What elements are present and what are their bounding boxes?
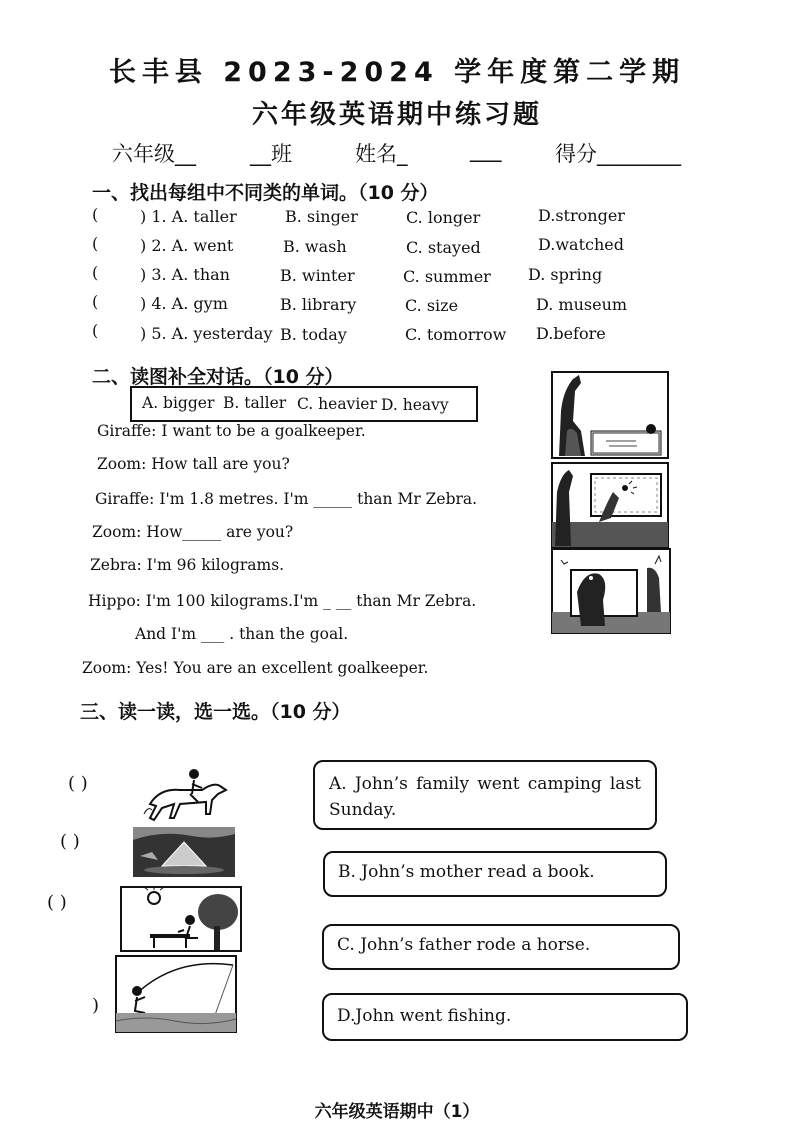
dialogue-line: Giraffe: I want to be a goalkeeper. [97,422,366,440]
dialogue-line: Hippo: I'm 100 kilograms.I'm _ __ than Mr Zebra. [88,592,477,610]
option-a: ) 4. A. gym [140,294,228,313]
word-option: A. bigger [142,394,215,412]
option-b: B. winter [280,266,355,285]
dialogue-line: Zoom: How_____ are you? [92,523,294,541]
exam-title: 长丰县 2023-2024 学年度第二学期 [108,57,686,88]
option-a: ) 2. A. went [140,236,234,255]
option-text-b: B. John’s mother read a book. [338,862,595,882]
answer-bracket: ) [92,995,100,1016]
option-box-c [322,924,680,970]
option-box-d [322,993,688,1041]
score-label: 得分________ [555,142,681,166]
answer-paren: ( [92,263,99,282]
option-text-a: A. John’s family went camping last Sunday. [329,774,641,820]
horse-riding-image [140,764,240,824]
option-c: C. size [405,296,459,315]
name-blank: ___ [470,138,502,162]
grade-label: 六年级__ [112,142,196,166]
fishing-image [115,955,237,1033]
dialogue-line: Zoom: How tall are you? [97,455,290,473]
option-a: ) 5. A. yesterday [140,324,273,343]
answer-paren: ( [92,234,99,253]
option-d: D. spring [528,265,603,284]
section2-heading: 二、读图补全对话。（10 分） [92,366,344,388]
answer-bracket: ( ) [60,831,80,852]
word-option: D. heavy [381,396,449,414]
option-c: C. summer [403,267,491,286]
dialogue-line: Zoom: Yes! You are an excellent goalkeeper. [82,659,429,677]
answer-paren: ( [92,292,99,311]
option-box-b [323,851,667,897]
option-d: D.stronger [538,206,625,225]
option-c: C. tomorrow [405,325,507,344]
exam-subtitle: 六年级英语期中练习题 [251,100,542,130]
dialogue-line: Zebra: I'm 96 kilograms. [90,556,285,574]
answer-paren: ( [92,205,99,224]
section3-heading: 三、读一读，选一选。（10 分） [80,701,351,723]
option-box-a [313,760,657,830]
option-b: B. singer [285,207,358,226]
option-text-c: C. John’s father rode a horse. [337,935,591,955]
reading-book-image [120,886,242,952]
page-footer: 六年级英语期中（1） [314,1102,480,1122]
giraffe-comic-image [551,371,669,459]
option-a: ) 1. A. taller [140,207,237,226]
camping-image [132,826,236,878]
option-d: D. museum [536,295,628,314]
answer-bracket: ( ) [47,892,67,913]
zebra-comic-image [551,462,669,548]
hippo-comic-image [551,548,671,634]
class-label: __班 [250,142,292,166]
option-d: D.before [536,324,606,343]
option-b: B. wash [283,237,347,256]
name-label: 姓名_ [355,142,408,166]
dialogue-line: And I'm ___ . than the goal. [135,625,349,643]
option-d: D.watched [538,235,624,254]
word-option: C. heavier [297,395,377,413]
section1-heading: 一、找出每组中不同类的单词。（10 分） [92,182,439,204]
dialogue-line: Giraffe: I'm 1.8 metres. I'm _____ than Mr Zebra. [95,490,478,508]
option-c: C. stayed [406,238,481,257]
option-b: B. today [280,325,347,344]
answer-bracket: ( ) [68,773,88,794]
option-text-d: D.John went fishing. [337,1006,512,1026]
answer-paren: ( [92,321,99,340]
option-c: C. longer [406,208,481,227]
word-option: B. taller [223,394,287,412]
option-a: ) 3. A. than [140,265,230,284]
option-b: B. library [280,295,357,314]
